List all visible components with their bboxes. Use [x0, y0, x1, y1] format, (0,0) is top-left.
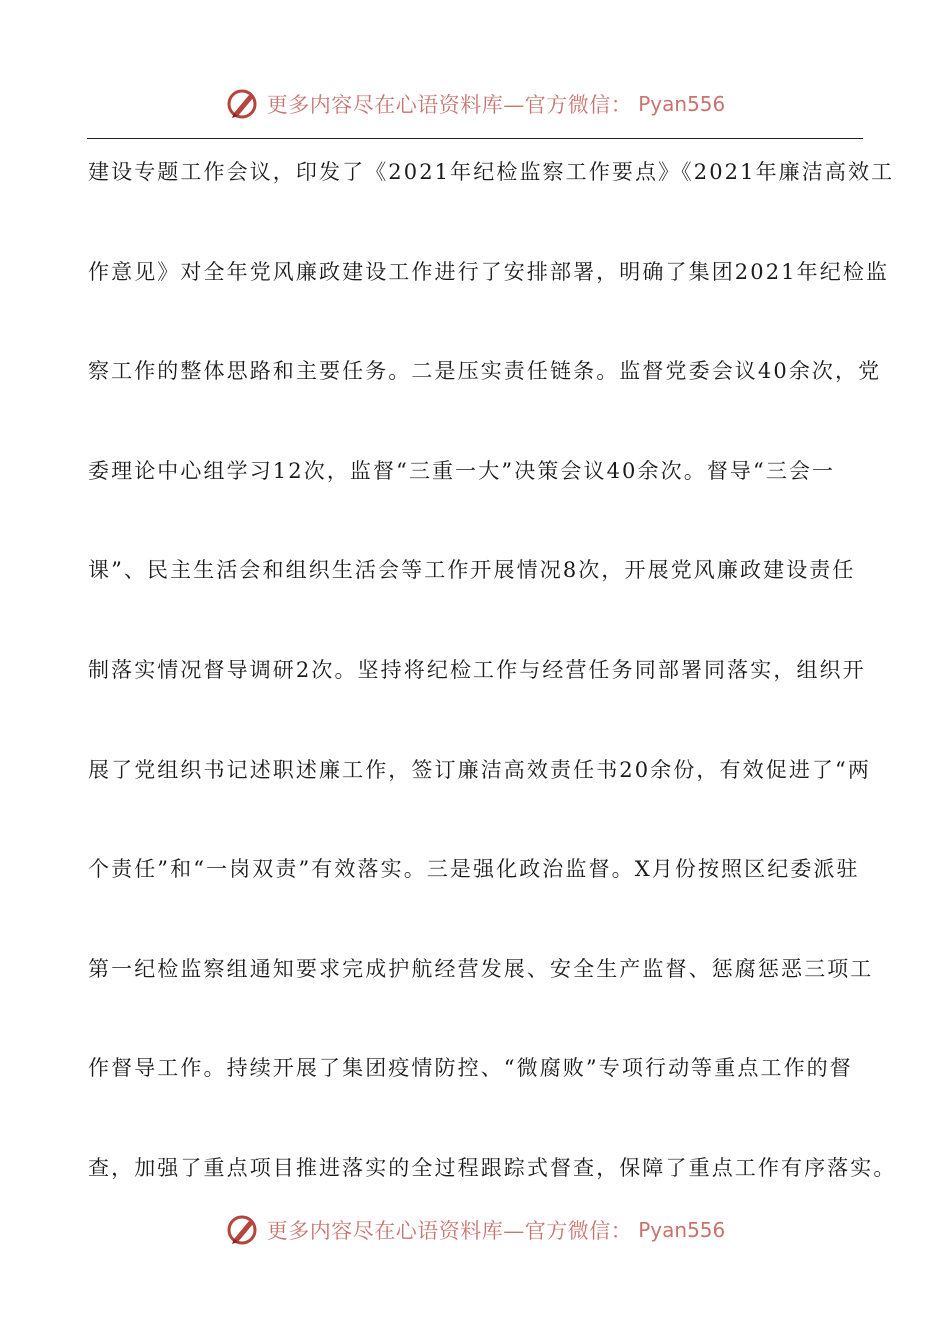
header-rule [87, 138, 863, 139]
header-wechat-id: Pyan556 [638, 92, 726, 116]
text-line: 个责任”和“一岗双责”有效落实。三是强化政治监督。X月份按照区纪委派驻 [88, 857, 860, 882]
text-line: 查，加强了重点项目推进落实的全过程跟踪式督查，保障了重点工作有序落实。 [88, 1155, 897, 1180]
header-watermark [0, 82, 950, 126]
footer-wechat-id: Pyan556 [638, 1218, 726, 1242]
pen-logo-icon [225, 86, 261, 122]
text-line: 察工作的整体思路和主要任务。二是压实责任链条。监督党委会议40余次，党 [88, 359, 882, 384]
text-line: 建设专题工作会议，印发了《2021年纪检监察工作要点》《2021年廉洁高效工 [88, 160, 895, 184]
text-line: 委理论中心组学习12次，监督“三重一大”决策会议40余次。督导“三会一 [88, 458, 836, 483]
pen-logo-icon [225, 1212, 261, 1248]
text-line: 展了党组织书记述职述廉工作，签订廉洁高效责任书20余份，有效促进了“两 [88, 757, 871, 782]
document-body [88, 147, 897, 1243]
text-line: 作督导工作。持续开展了集团疫情防控、“微腐败”专项行动等重点工作的督 [88, 1056, 853, 1081]
footer-watermark-text: 更多内容尽在心语资料库—官方微信： [266, 1219, 633, 1243]
footer-watermark [0, 1208, 950, 1252]
text-line: 第一纪检监察组通知要求完成护航经营发展、安全生产监督、惩腐惩恶三项工 [88, 956, 874, 981]
header-watermark-text: 更多内容尽在心语资料库—官方微信： [266, 93, 633, 117]
text-line: 作意见》对全年党风廉政建设工作进行了安排部署，明确了集团2021年纪检监 [88, 259, 890, 284]
text-line: 课”、民主生活会和组织生活会等工作开展情况8次，开展党风廉政建设责任 [88, 558, 856, 583]
text-line: 制落实情况督导调研2次。坚持将纪检工作与经营任务同部署同落实，组织开 [88, 657, 866, 682]
